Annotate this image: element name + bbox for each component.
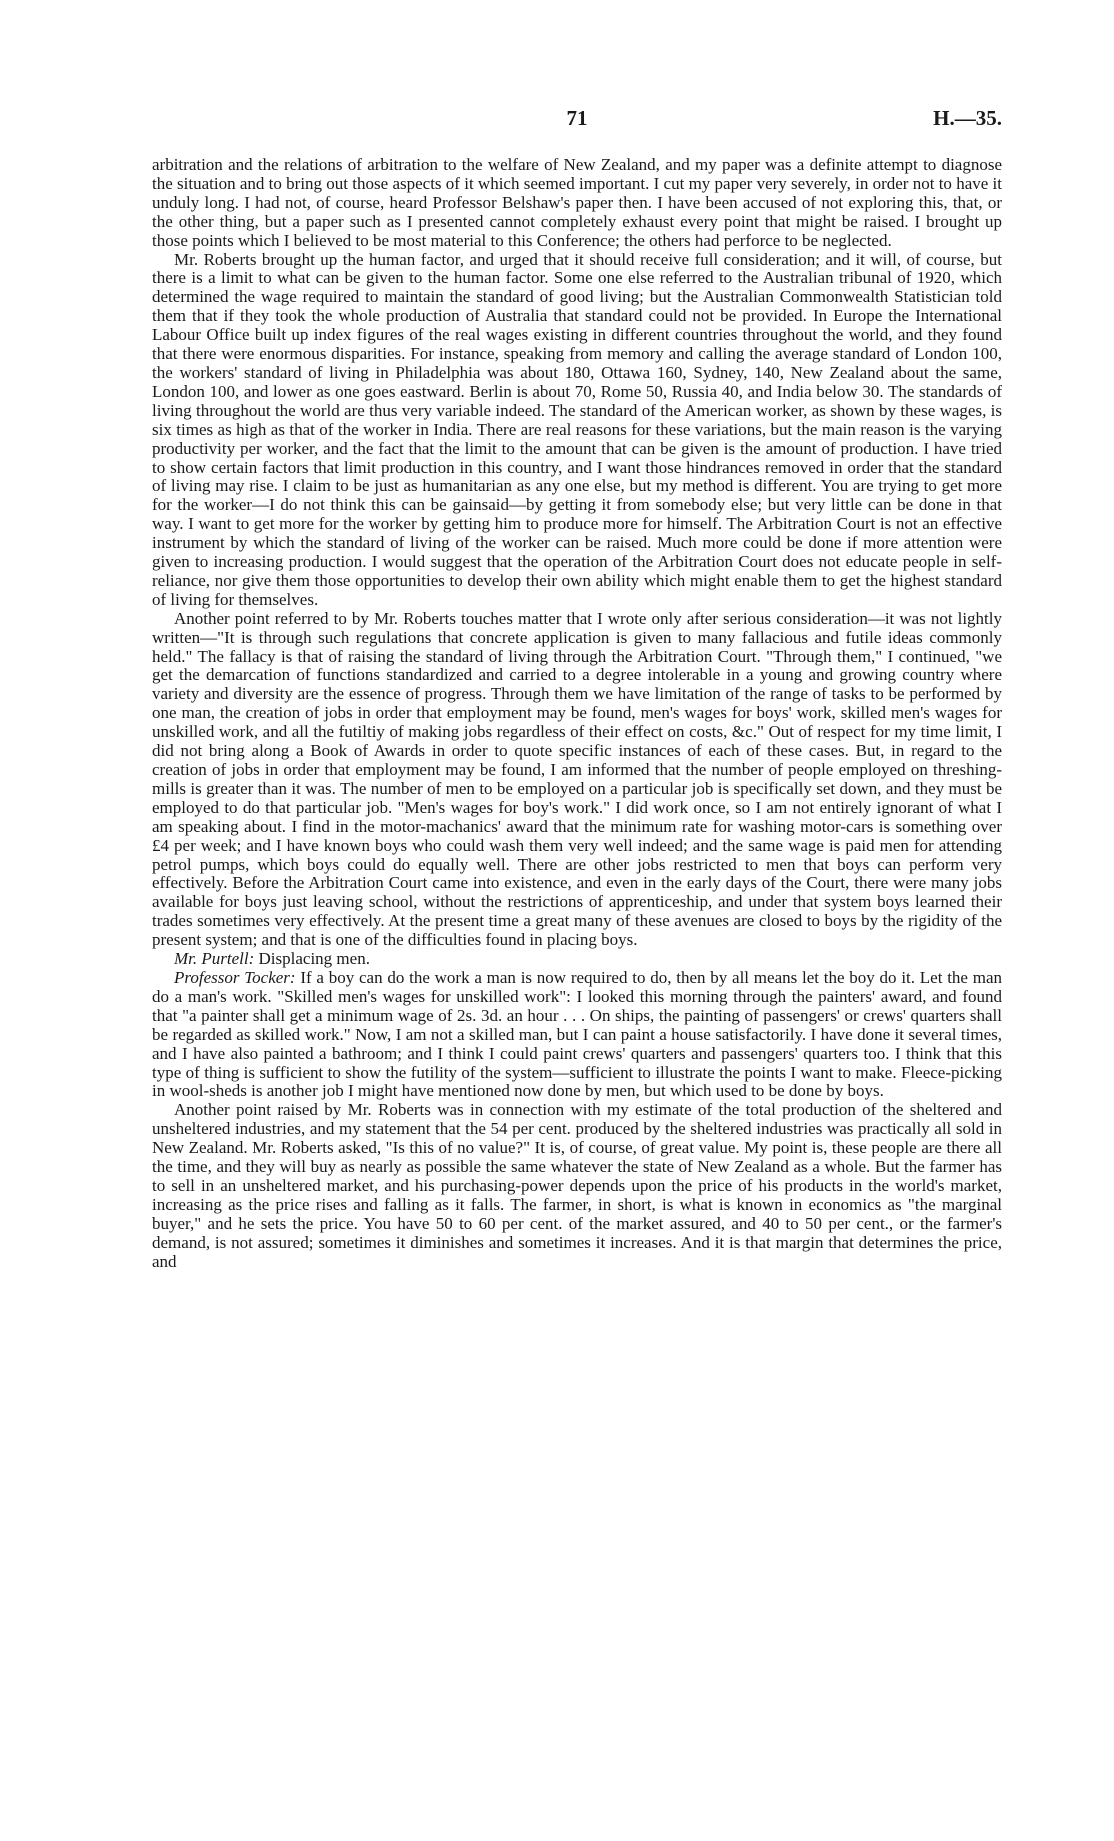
paragraph-text: Displacing men. xyxy=(254,949,370,969)
speaker-name: Mr. Purtell: xyxy=(174,949,255,969)
paragraph-text: Another point referred to by Mr. Roberts touches matter that I wrote only after serious consideration—it was not lightly written—"It is through such regulations that concrete application is given to many fallacious and futile ideas commonly held." The fallacy is that of raising the standard of living through the Arbitration Court. "Through them," I continued, "we get the demarcation of functions standardized and carried to a degree intolerable in a young and growing country where variety and diversity are the essence of progress. Through them we have limitation of the range of tasks to be performed by one man, the creation of jobs in order that employment may be found, men's wages for boys' work, skilled men's wages for unskilled work, and all the futiltiy of making jobs regardless of their effect on costs, &c." Out of respect for my time limit, I did not bring along a Book of Awards in order to quote specific instances of each of these cases. But, in regard to the creation of jobs in order that employment may be found, I am informed that the number of people employed on threshing-mills is greater than it was. The number of men to be employed on a particular job is specifically set down, and they must be employed to do that particular job. "Men's wages for boy's work." I did work once, so I am not entirely ignorant of what I am speaking about. I find in the motor-machanics' award that the minimum rate for washing motor-cars is something over £4 per week; and I have known boys who could wash them very well indeed; and the same wage is paid men for attending petrol pumps, which boys could do equally well. There are other jobs restricted to men that boys can perform very effectively. Before the Arbitration Court came into existence, and even in the early days of the Court, there were many jobs available for boys just leaving school, without the restrictions of apprenticeship, and under that system boys learned their trades sometimes very effectively. At the present time a great many of these avenues are closed to boys by the rigidity of the present system; and that is one of the difficulties found in placing boys. xyxy=(152,608,1002,950)
paragraph xyxy=(152,950,1002,969)
paragraph-text: Another point raised by Mr. Roberts was in connection with my estimate of the total production of the sheltered and unsheltered industries, and my statement that the 54 per cent. produced by the sheltered industries was practically all sold in New Zealand. Mr. Roberts asked, "Is this of no value?" It is, of course, of great value. My point is, these people are there all the time, and they will buy as nearly as possible the same whatever the state of New Zealand as a whole. But the farmer has to sell in an unsheltered market, and his purchasing-power depends upon the price of his products in the world's market, increasing as the price rises and falling as it falls. The farmer, in short, is what is known in economics as "the marginal buyer," and he sets the price. You have 50 to 60 per cent. of the market assured, and 40 to 50 per cent., or the farmer's demand, is not assured; sometimes it diminishes and sometimes it increases. And it is that margin that determines the price, and xyxy=(152,1100,1002,1271)
page-header xyxy=(152,106,1002,136)
body-text xyxy=(152,156,1002,1271)
paragraph xyxy=(152,156,1002,251)
document-reference: H.—35. xyxy=(933,106,1002,130)
paragraph xyxy=(152,251,1002,610)
paragraph xyxy=(152,969,1002,1101)
paragraph xyxy=(152,1101,1002,1271)
page-number: 71 xyxy=(566,106,588,130)
paragraph-text: arbitration and the relations of arbitration to the welfare of New Zealand, and my paper was a definite attempt to diagnose the situation and to bring out those aspects of it which seemed important. I cut my paper very severely, in order not to have it unduly long. I had not, of course, heard Professor Belshaw's paper then. I have been accused of not exploring this, that, or the other thing, but a paper such as I presented cannot completely exhaust every point that might be raised. I brought up those points which I believed to be most material to this Conference; the others had perforce to be neglected. xyxy=(152,155,1002,250)
paragraph xyxy=(152,610,1002,950)
speaker-name: Professor Tocker: xyxy=(174,967,296,987)
paragraph-text: Mr. Roberts brought up the human factor, and urged that it should receive full consideration; and it will, of course, but there is a limit to what can be given to the human factor. Some one else referred to the Australian tribunal of 1920, which determined the wage required to maintain the standard of good living; but the Australian Commonwealth Statistician told them that if they took the whole production of Australia that standard could not be provided. In Europe the International Labour Office built up index figures of the real wages existing in different countries throughout the world, and they found that there were enormous disparities. For instance, speaking from memory and calling the average standard of London 100, the workers' standard of living in Philadelphia was about 180, Ottawa 160, Sydney, 140, New Zealand about the same, London 100, and lower as one goes eastward. Berlin is about 70, Rome 50, Russia 40, and India below 30. The standards of living throughout the world are thus very variable indeed. The standard of the American worker, as shown by these wages, is six times as high as that of the worker in India. There are real reasons for these variations, but the main reason is the varying productivity per worker, and the fact that the limit to the amount that can be given is the amount of production. I have tried to show certain factors that limit production in this country, and I want those hindrances removed in order that the standard of living may rise. I claim to be just as humanitarian as any one else, but my method is different. You are trying to get more for the worker—I do not think this can be gainsaid—by getting it from somebody else; but very little can be done in that way. I want to get more for the worker by getting him to produce more for himself. The Arbitration Court is not an effective instrument by which the standard of living of the worker can be raised. Much more could be done if more attention were given to increasing production. I would suggest that the operation of the Arbitration Court does not educate people in self-reliance, nor give them those opportunities to develop their own ability which might enable them to get the highest standard of living for themselves. xyxy=(152,249,1002,609)
paragraph-text: If a boy can do the work a man is now required to do, then by all means let the boy do it. Let the man do a man's work. "Skilled men's wages for unskilled work": I looked this morning through the painters' award, and found that "a painter shall get a minimum wage of 2s. 3d. an hour . . . On ships, the painting of passengers' or crews' quarters shall be regarded as skilled work." Now, I am not a skilled man, but I can paint a house satisfactorily. I have done it several times, and I have also painted a bathroom; and I think I could paint crews' quarters and passengers' quarters too. I think that this type of thing is sufficient to show the futility of the system—sufficient to illustrate the points I want to make. Fleece-picking in wool-sheds is another job I might have mentioned now done by men, but which used to be done by boys. xyxy=(152,967,1002,1101)
